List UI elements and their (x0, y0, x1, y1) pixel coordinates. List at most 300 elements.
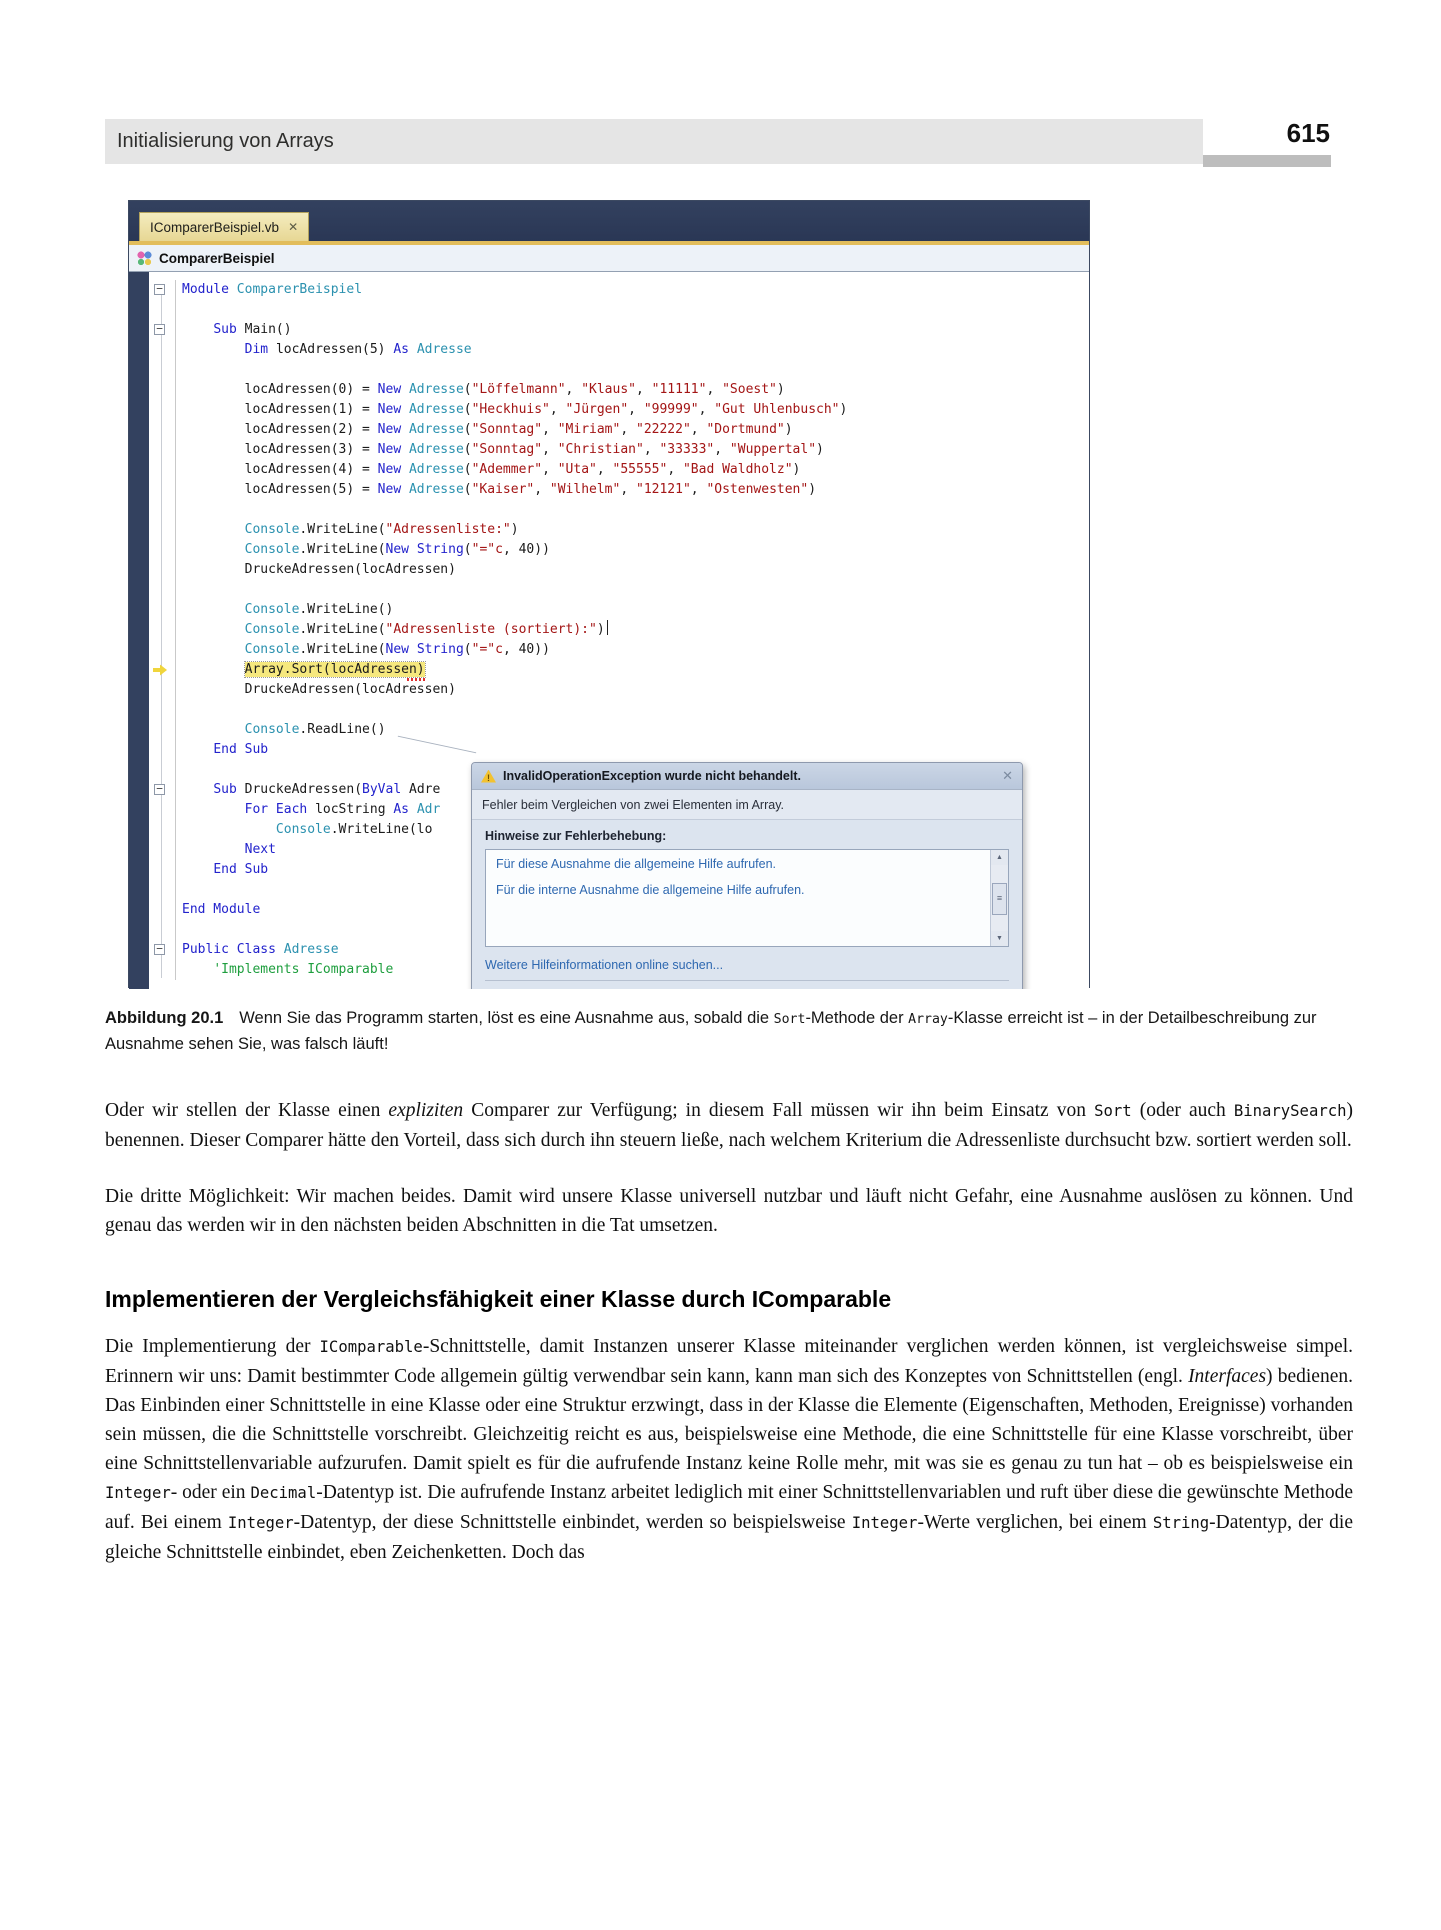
code-segment (182, 742, 213, 757)
code-segment: "99999" (643, 402, 699, 417)
hints-label: Hinweise zur Fehlerbehebung: (485, 829, 667, 843)
code-line (129, 700, 1089, 720)
code-segment: ) (839, 402, 848, 417)
code-segment: "Sonntag" (471, 422, 543, 437)
editor-gutter (149, 460, 176, 480)
editor-gutter (149, 580, 176, 600)
code-segment: "Jürgen" (565, 402, 629, 417)
figure-caption-text (105, 1009, 1317, 1053)
editor-gutter (149, 960, 176, 980)
inline-code: Integer (227, 1514, 294, 1532)
code-segment: Adresse (408, 402, 464, 417)
code-segment: ( (463, 642, 472, 657)
code-segment: ByVal (362, 782, 402, 797)
code-text (176, 700, 182, 720)
code-text (176, 860, 268, 880)
code-line (129, 480, 1089, 500)
code-segment: , (714, 442, 730, 457)
code-segment: "Wilhelm" (549, 482, 621, 497)
code-segment (182, 342, 245, 357)
code-segment: "Christian" (557, 442, 644, 457)
text-run: -Datentyp, der diese Schnittstelle einbindet, werden so beispielsweise (293, 1512, 852, 1533)
editor-gutter (149, 880, 176, 900)
code-segment: .WriteLine( (299, 522, 386, 537)
code-line (129, 540, 1089, 560)
code-line (129, 320, 1089, 340)
text-run: ) bedienen. Das Einbinden einer Schnittstelle in eine Klasse oder eine Struktur erzwingt, dass in der Klasse die Elemente (Eigenschaften, Methoden, Ereignisse) vorhanden sein müssen, die die Schnittstelle vorschreibt. Gleichzeitig reicht es aus, beispielsweise eine Methode, die eine Schnittstelle für eine Klasse vorschreibt, über eine Schnittstellenvariable aufzurufen. Damit spielt es für die aufrufende Instanz keine Rolle mehr, mit was sie es genau zu tun hat – ob es beispielsweise ein (105, 1366, 1353, 1474)
code-segment: "Dortmund" (706, 422, 785, 437)
editor-gutter (149, 800, 176, 820)
page-header (105, 119, 1203, 164)
code-segment: "Wuppertal" (729, 442, 817, 457)
code-segment: ) (510, 522, 519, 537)
code-segment: New (377, 382, 409, 397)
code-segment: Console (244, 602, 300, 617)
dialog-title: InvalidOperationException wurde nicht behandelt. (503, 769, 801, 783)
editor-gutter (149, 820, 176, 840)
editor-gutter (149, 540, 176, 560)
code-segment: ComparerBeispiel (236, 282, 363, 297)
code-segment: , (643, 442, 660, 457)
code-segment: Console (275, 822, 331, 837)
code-segment: , (690, 422, 707, 437)
code-segment: Next (244, 842, 276, 857)
code-segment (182, 662, 245, 677)
code-segment: Main() (244, 322, 292, 337)
text-run: -Datentyp, der die gleiche Schnittstelle einbindet, eben Zeichenketten. Doch das (105, 1512, 1354, 1563)
code-line (129, 440, 1089, 460)
editor-gutter (149, 340, 176, 360)
code-segment: ) (808, 482, 817, 497)
code-segment: , 40)) (502, 542, 550, 557)
code-text (176, 400, 847, 420)
code-segment: As (393, 342, 417, 357)
code-text (176, 620, 608, 640)
exception-dialog (471, 762, 1023, 989)
code-line (129, 360, 1089, 380)
editor-gutter (149, 440, 176, 460)
editor-gutter (149, 640, 176, 660)
code-segment: ( (463, 542, 472, 557)
page-number-bar (1203, 155, 1331, 167)
code-text (176, 460, 800, 480)
code-segment: "="c (471, 542, 503, 557)
code-segment: Adr (416, 802, 441, 817)
collapse-box-icon[interactable]: − (154, 784, 165, 795)
code-segment: , (620, 422, 636, 437)
code-segment: locAdressen(5) = (182, 482, 378, 497)
online-help-link[interactable]: Weitere Hilfeinformationen online suchen... (485, 958, 724, 972)
code-segment: "Kaiser" (471, 482, 535, 497)
code-line (129, 300, 1089, 320)
code-text (176, 540, 550, 560)
editor-gutter (149, 740, 176, 760)
code-line (129, 680, 1089, 700)
code-segment: "Adressenliste:" (385, 522, 511, 537)
scrollbar[interactable] (990, 850, 1008, 946)
code-line (129, 580, 1089, 600)
code-segment: Dim (244, 342, 276, 357)
object-dropdown-bar[interactable] (129, 245, 1089, 272)
code-segment: New (377, 402, 409, 417)
code-editor[interactable] (129, 272, 1089, 989)
editor-gutter (149, 660, 176, 680)
code-text (176, 660, 425, 680)
code-segment: Public Class (182, 942, 284, 957)
editor-gutter (149, 940, 176, 960)
code-segment: End Sub (213, 742, 269, 757)
code-text (176, 820, 432, 840)
vb-project-icon (136, 250, 153, 266)
code-segment: ) (816, 442, 824, 457)
code-segment: "Miriam" (557, 422, 621, 437)
object-dropdown-label: ComparerBeispiel (159, 250, 275, 266)
code-segment: "Ademmer" (471, 462, 543, 477)
text-run: (oder auch (1131, 1100, 1234, 1121)
code-segment: DruckeAdressen(locAdressen) (182, 682, 456, 697)
code-segment: Module (182, 282, 237, 297)
editor-gutter (149, 300, 176, 320)
code-segment: .WriteLine() (299, 602, 394, 617)
code-segment: "Bad Waldholz" (682, 462, 793, 477)
code-segment: , (667, 462, 683, 477)
code-segment: "55555" (612, 462, 668, 477)
code-segment: Adresse (408, 382, 464, 397)
page-number: 615 (1286, 118, 1330, 148)
warning-icon (481, 770, 496, 783)
code-segment: Sub (213, 322, 245, 337)
code-segment: "12121" (636, 482, 691, 497)
code-segment: Console (244, 722, 300, 737)
code-segment: "="c (471, 642, 503, 657)
body-paragraph (105, 1096, 1353, 1155)
code-segment: , (635, 382, 652, 397)
editor-gutter (149, 280, 176, 300)
code-line (129, 400, 1089, 420)
editor-gutter (149, 620, 176, 640)
code-line (129, 620, 1089, 640)
text-run: -Methode der (805, 1009, 909, 1027)
code-segment: .WriteLine( (299, 542, 386, 557)
code-segment: , (565, 382, 582, 397)
code-line (129, 500, 1089, 520)
text-run: ) benennen. Dieser Comparer hätte den Vorteil, dass sich durch ihn steuern ließe, nach welchem Kriterium die Adressenliste durchsucht bzw. sortiert werden soll. (105, 1100, 1354, 1151)
code-segment: Adresse (416, 342, 472, 357)
dialog-close-icon[interactable]: ✕ (1002, 768, 1013, 783)
code-segment: "Uta" (557, 462, 597, 477)
code-segment: locAdressen(0) = (182, 382, 378, 397)
code-segment (182, 782, 213, 797)
highlighted-statement: Array.Sort(locAdressen) (244, 662, 425, 677)
inline-code: Integer (105, 1484, 171, 1502)
editor-gutter (149, 420, 176, 440)
code-segment: "Heckhuis" (471, 402, 550, 417)
text-run: - oder ein (170, 1482, 251, 1503)
code-segment: ) (784, 422, 793, 437)
code-segment: , (534, 482, 550, 497)
document-tab-strip (129, 201, 1089, 241)
hints-list (486, 850, 1008, 897)
code-segment: "11111" (651, 382, 707, 397)
code-segment: New (377, 442, 409, 457)
code-segment: "Gut Uhlenbusch" (714, 402, 840, 417)
code-segment (182, 722, 245, 737)
code-text (176, 780, 440, 800)
code-text (176, 480, 816, 500)
code-segment: locAdressen(4) = (182, 462, 378, 477)
code-segment: 'Implements IComparable (213, 962, 394, 977)
text-run: -Schnittstelle, damit Instanzen unserer Klasse miteinander verglichen werden können, ist vergleichsweise simpel. Erinnern wir uns: Damit bestimmter Code allgemein gültig verwendbar sein kann, kann man sich des Konzeptes von Schnittstellen (engl. (105, 1336, 1353, 1387)
code-segment: Adresse (408, 442, 464, 457)
dialog-title-bar (472, 763, 1022, 790)
code-segment (182, 622, 245, 637)
code-line (129, 560, 1089, 580)
code-segment: Console (244, 622, 300, 637)
code-segment: .WriteLine( (299, 642, 386, 657)
body-paragraph (105, 1182, 1353, 1240)
code-text (176, 300, 182, 320)
code-text (176, 580, 182, 600)
code-segment (182, 602, 245, 617)
code-segment: , (596, 462, 613, 477)
code-segment: , (542, 422, 558, 437)
inline-code: IComparable (319, 1338, 423, 1356)
code-segment: ( (463, 422, 472, 437)
code-segment: Adre (401, 782, 441, 797)
code-segment: .ReadLine() (299, 722, 386, 737)
inline-code: Array (908, 1012, 948, 1027)
code-segment: DruckeAdressen( (244, 782, 363, 797)
editor-gutter (149, 360, 176, 380)
code-segment: "Sonntag" (471, 442, 543, 457)
code-text (176, 800, 440, 820)
editor-gutter (149, 480, 176, 500)
code-text (176, 420, 793, 440)
code-segment: Adresse (283, 942, 339, 957)
code-segment (182, 802, 245, 817)
code-segment: , (549, 402, 566, 417)
code-line (129, 660, 1089, 680)
vs-screenshot (128, 200, 1090, 988)
editor-gutter (149, 860, 176, 880)
code-segment: Adresse (408, 462, 464, 477)
code-segment (182, 522, 245, 537)
text-run: Die dritte Möglichkeit: Wir machen beides. Damit wird unsere Klasse universell nutzbar und läuft nicht Gefahr, eine Ausnahme auslösen zu können. Und genau das werden wir in den nächsten beiden Abschnitten in die Tat umsetzen. (105, 1186, 1353, 1236)
italic-text: Interfaces (1188, 1366, 1267, 1387)
code-segment: locAdressen(1) = (182, 402, 378, 417)
editor-gutter (149, 760, 176, 780)
code-segment: New (377, 422, 409, 437)
code-text (176, 340, 472, 360)
code-text (176, 900, 260, 920)
code-text (176, 640, 550, 660)
editor-gutter (149, 520, 176, 540)
code-segment: ( (463, 442, 472, 457)
code-segment (182, 862, 213, 877)
code-segment: ( (463, 382, 472, 397)
code-segment: End Module (182, 902, 261, 917)
editor-tab[interactable] (139, 212, 309, 241)
code-segment: , (542, 462, 558, 477)
code-segment: ( (463, 402, 472, 417)
inline-code: Decimal (250, 1484, 317, 1502)
code-segment: , (542, 442, 558, 457)
editor-gutter (149, 900, 176, 920)
editor-gutter (149, 600, 176, 620)
dialog-message: Fehler beim Vergleichen von zwei Elementen im Array. (472, 790, 1022, 820)
figure-caption (105, 1006, 1355, 1057)
code-segment: New String (385, 642, 464, 657)
code-text (176, 600, 393, 620)
figure-caption-label: Abbildung 20.1 (105, 1009, 224, 1027)
editor-gutter (149, 720, 176, 740)
code-segment: As (393, 802, 417, 817)
code-segment: Console (244, 542, 300, 557)
code-segment: Console (244, 522, 300, 537)
help-link[interactable]: Für die interne Ausnahme die allgemeine Hilfe aufrufen. (496, 883, 805, 897)
editor-tab-label: IComparerBeispiel.vb (150, 219, 280, 235)
code-text (176, 320, 292, 340)
code-segment (182, 962, 213, 977)
hints-listbox (485, 849, 1009, 947)
scroll-up-icon[interactable]: ▲ (991, 850, 1008, 865)
help-link[interactable]: Für diese Ausnahme die allgemeine Hilfe aufrufen. (496, 857, 777, 871)
code-text (176, 960, 393, 980)
editor-gutter (149, 380, 176, 400)
code-segment: "Ostenwesten" (706, 482, 809, 497)
code-segment: ) (776, 382, 785, 397)
code-segment (182, 322, 213, 337)
code-segment: , (706, 382, 723, 397)
code-text (176, 440, 824, 460)
text-run: Oder wir stellen der Klasse einen (105, 1100, 389, 1121)
body-text (105, 1096, 1353, 1567)
italic-text: expliziten (388, 1100, 464, 1121)
code-text (176, 920, 182, 940)
body-paragraph (105, 1332, 1353, 1567)
scroll-thumb[interactable]: ≡ (992, 883, 1007, 915)
text-run: -Klasse erreicht ist – in der Detailbeschreibung zur Ausnahme sehen Sie, was falsch läuft! (105, 1009, 1317, 1053)
code-text (176, 840, 276, 860)
scroll-down-icon[interactable]: ▼ (991, 931, 1008, 946)
code-segment: Adresse (408, 422, 464, 437)
code-segment (182, 822, 276, 837)
code-text (176, 720, 386, 740)
code-text (176, 680, 456, 700)
editor-gutter (149, 560, 176, 580)
code-text (176, 760, 182, 780)
inline-code: Sort (773, 1012, 806, 1027)
code-segment: ( (463, 482, 472, 497)
editor-gutter (149, 780, 176, 800)
code-line (129, 280, 1089, 300)
text-run: Comparer zur Verfügung; in diesem Fall müssen wir ihn beim Einsatz von (463, 1100, 1095, 1121)
code-segment: locAdressen(5) (275, 342, 394, 357)
code-segment: "Adressenliste (sortiert):" (385, 622, 597, 637)
code-line (129, 380, 1089, 400)
code-text (176, 520, 519, 540)
code-text (176, 940, 339, 960)
code-segment: ) (596, 622, 605, 637)
code-segment: DruckeAdressen(locAdressen) (182, 562, 456, 577)
code-text (176, 500, 182, 520)
dialog-separator (485, 980, 1009, 981)
code-line (129, 460, 1089, 480)
inline-code: Sort (1094, 1102, 1132, 1120)
code-segment: .WriteLine(lo (330, 822, 433, 837)
collapse-box-icon[interactable]: − (154, 944, 165, 955)
section-heading: Implementieren der Vergleichsfähigkeit einer Klasse durch IComparable (105, 1286, 892, 1312)
editor-gutter (149, 320, 176, 340)
text-caret (607, 620, 609, 635)
code-segment: For Each (244, 802, 316, 817)
code-line (129, 340, 1089, 360)
code-segment (182, 642, 245, 657)
code-segment: Console (244, 642, 300, 657)
code-segment: .WriteLine( (299, 622, 386, 637)
code-segment: locAdressen(3) = (182, 442, 378, 457)
code-text (176, 880, 182, 900)
code-segment: "33333" (659, 442, 715, 457)
code-segment: "22222" (636, 422, 691, 437)
code-segment: New (377, 482, 409, 497)
inline-code: String (1152, 1514, 1210, 1532)
code-text (176, 360, 182, 380)
code-text (176, 380, 785, 400)
section-title: Initialisierung von Arrays (117, 130, 334, 152)
editor-gutter (149, 680, 176, 700)
code-text (176, 740, 268, 760)
code-text (176, 560, 456, 580)
editor-gutter (149, 500, 176, 520)
inline-code: Integer (851, 1514, 918, 1532)
code-segment: "Klaus" (581, 382, 636, 397)
tab-close-icon[interactable]: ✕ (288, 220, 299, 234)
dialog-body (472, 820, 1022, 989)
code-line (129, 600, 1089, 620)
collapse-box-icon[interactable]: − (154, 324, 165, 335)
code-segment: , (628, 402, 644, 417)
inline-code: BinarySearch (1233, 1102, 1347, 1120)
code-segment (182, 842, 245, 857)
code-line (129, 740, 1089, 760)
editor-gutter (149, 700, 176, 720)
code-segment: "Löffelmann" (471, 382, 566, 397)
text-run: Die Implementierung der (105, 1336, 320, 1357)
code-segment: ) (792, 462, 801, 477)
code-segment: ( (463, 462, 472, 477)
code-segment: "Soest" (722, 382, 777, 397)
code-line (129, 520, 1089, 540)
code-segment: locString (315, 802, 394, 817)
editor-gutter (149, 920, 176, 940)
code-line (129, 420, 1089, 440)
code-segment: New String (385, 542, 464, 557)
text-run: Wenn Sie das Programm starten, löst es eine Ausnahme aus, sobald die (239, 1009, 774, 1027)
text-run: -Datentyp ist. Die aufrufende Instanz arbeitet lediglich mit einer Schnittstellenvariablen und ruft über diese die gewünschte Methode auf. Bei einem (105, 1482, 1353, 1533)
code-segment: locAdressen(2) = (182, 422, 378, 437)
code-segment (182, 542, 245, 557)
code-segment: , (620, 482, 636, 497)
editor-gutter (149, 400, 176, 420)
current-statement-arrow-icon (153, 665, 167, 676)
collapse-box-icon[interactable]: − (154, 284, 165, 295)
code-line (129, 640, 1089, 660)
code-segment: Sub (213, 782, 245, 797)
code-segment: New (377, 462, 409, 477)
code-segment: Adresse (408, 482, 464, 497)
code-text (176, 280, 362, 300)
